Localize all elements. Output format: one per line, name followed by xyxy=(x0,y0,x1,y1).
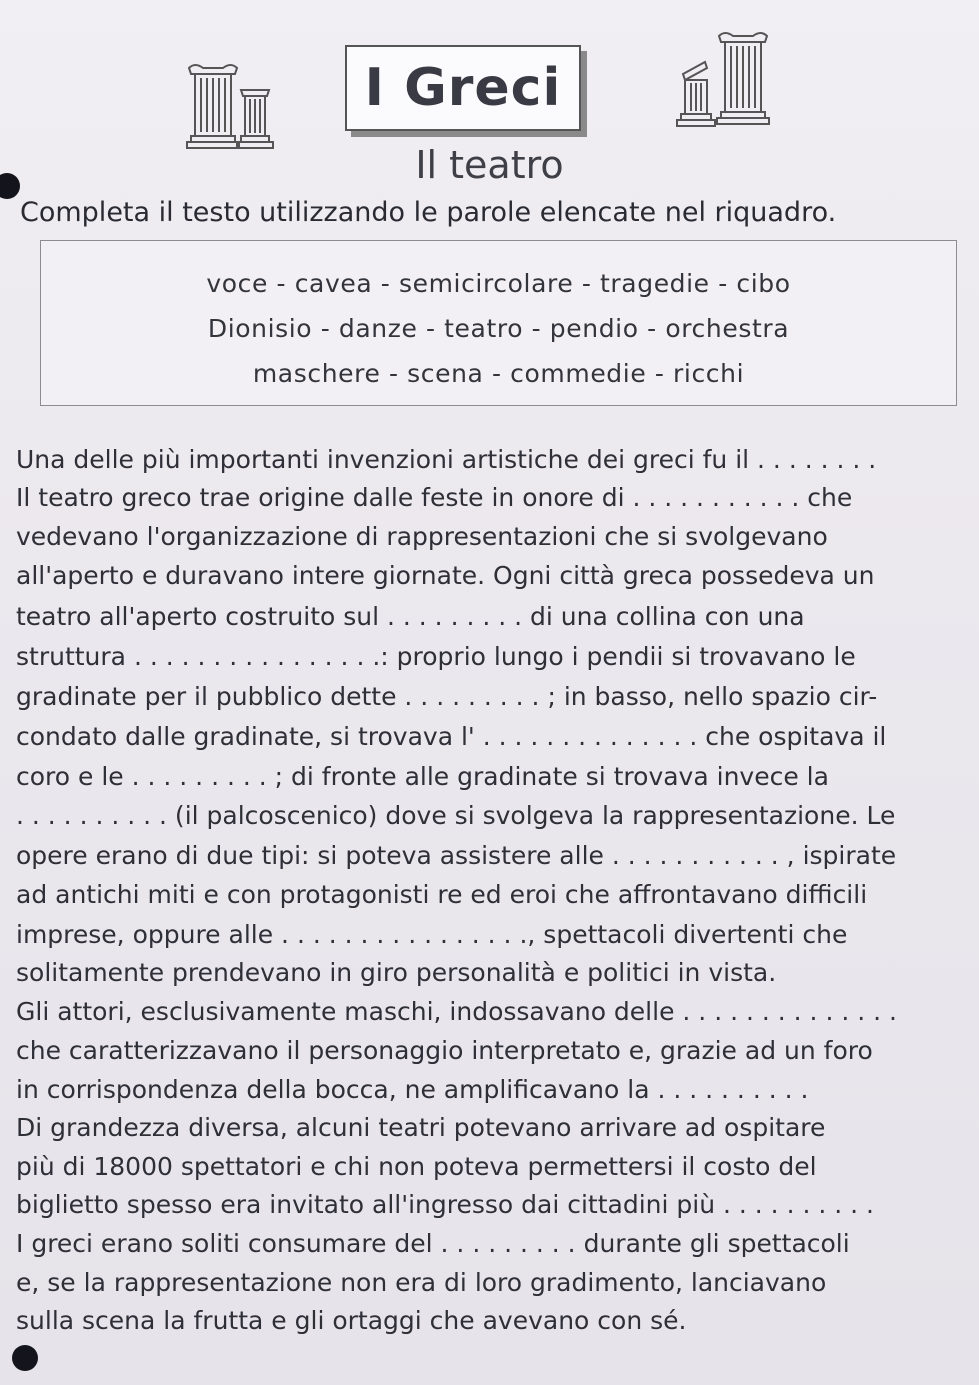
word-box-line: Dionisio - danze - teatro - pendio - orchestra xyxy=(207,314,790,343)
exercise-instruction: Completa il testo utilizzando le parole elencate nel riquadro. xyxy=(20,197,837,228)
text-line: condato dalle gradinate, si trovava l' . . . . . . . . . . . . . . che ospitava il xyxy=(16,722,887,751)
text-line: imprese, oppure alle . . . . . . . . . . . . . . . ., spettacoli divertenti che xyxy=(16,920,848,949)
text-line: opere erano di due tipi: si poteva assistere alle . . . . . . . . . . . , ispirate xyxy=(16,841,897,870)
text-line: biglietto spesso era invitato all'ingresso dai cittadini più . . . . . . . . . . xyxy=(16,1190,874,1219)
text-line: ad antichi miti e con protagonisti re ed eroi che affrontavano difficili xyxy=(16,880,868,909)
binder-hole-bottom xyxy=(12,1345,38,1371)
greek-column-icon xyxy=(715,28,785,133)
page-title: I Greci xyxy=(364,58,562,118)
text-line: teatro all'aperto costruito sul . . . . . . . . . di una collina con una xyxy=(16,602,805,631)
text-line: e, se la rappresentazione non era di loro gradimento, lanciavano xyxy=(16,1268,827,1297)
text-line: Il teatro greco trae origine dalle feste in onore di . . . . . . . . . . . che xyxy=(16,483,853,512)
text-line: in corrispondenza della bocca, ne amplificavano la . . . . . . . . . . xyxy=(16,1075,809,1104)
text-line: Una delle più importanti invenzioni artistiche dei greci fu il . . . . . . . . xyxy=(16,445,877,474)
text-line: più di 18000 spettatori e chi non poteva permettersi il costo del xyxy=(16,1152,817,1181)
text-line: struttura . . . . . . . . . . . . . . . .: proprio lungo i pendii si trovavano le xyxy=(16,642,856,671)
text-line: sulla scena la frutta e gli ortaggi che avevano con sé. xyxy=(16,1306,687,1335)
text-line: coro e le . . . . . . . . . ; di fronte alle gradinate si trovava invece la xyxy=(16,762,829,791)
word-box-line: voce - cavea - semicircolare - tragedie - cibo xyxy=(206,269,791,298)
title-card xyxy=(345,45,581,131)
text-line: I greci erano soliti consumare del . . . . . . . . . durante gli spettacoli xyxy=(16,1229,850,1258)
greek-column-icon xyxy=(675,56,720,131)
text-line: solitamente prendevano in giro personalità e politici in vista. xyxy=(16,958,777,987)
text-line: che caratterizzavano il personaggio interpretato e, grazie ad un foro xyxy=(16,1036,873,1065)
text-line: gradinate per il pubblico dette . . . . . . . . . ; in basso, nello spazio cir- xyxy=(16,682,878,711)
text-line: all'aperto e duravano intere giornate. Ogni città greca possedeva un xyxy=(16,561,875,590)
text-line: Gli attori, esclusivamente maschi, indossavano delle . . . . . . . . . . . . . . xyxy=(16,997,897,1026)
word-box-line: maschere - scena - commedie - ricchi xyxy=(252,359,745,388)
text-line: vedevano l'organizzazione di rappresentazioni che si svolgevano xyxy=(16,522,828,551)
word-box xyxy=(40,240,957,406)
text-line: Di grandezza diversa, alcuni teatri potevano arrivare ad ospitare xyxy=(16,1113,826,1142)
text-line: . . . . . . . . . . (il palcoscenico) dove si svolgeva la rappresentazione. Le xyxy=(16,801,896,830)
page-subtitle: Il teatro xyxy=(415,143,564,187)
